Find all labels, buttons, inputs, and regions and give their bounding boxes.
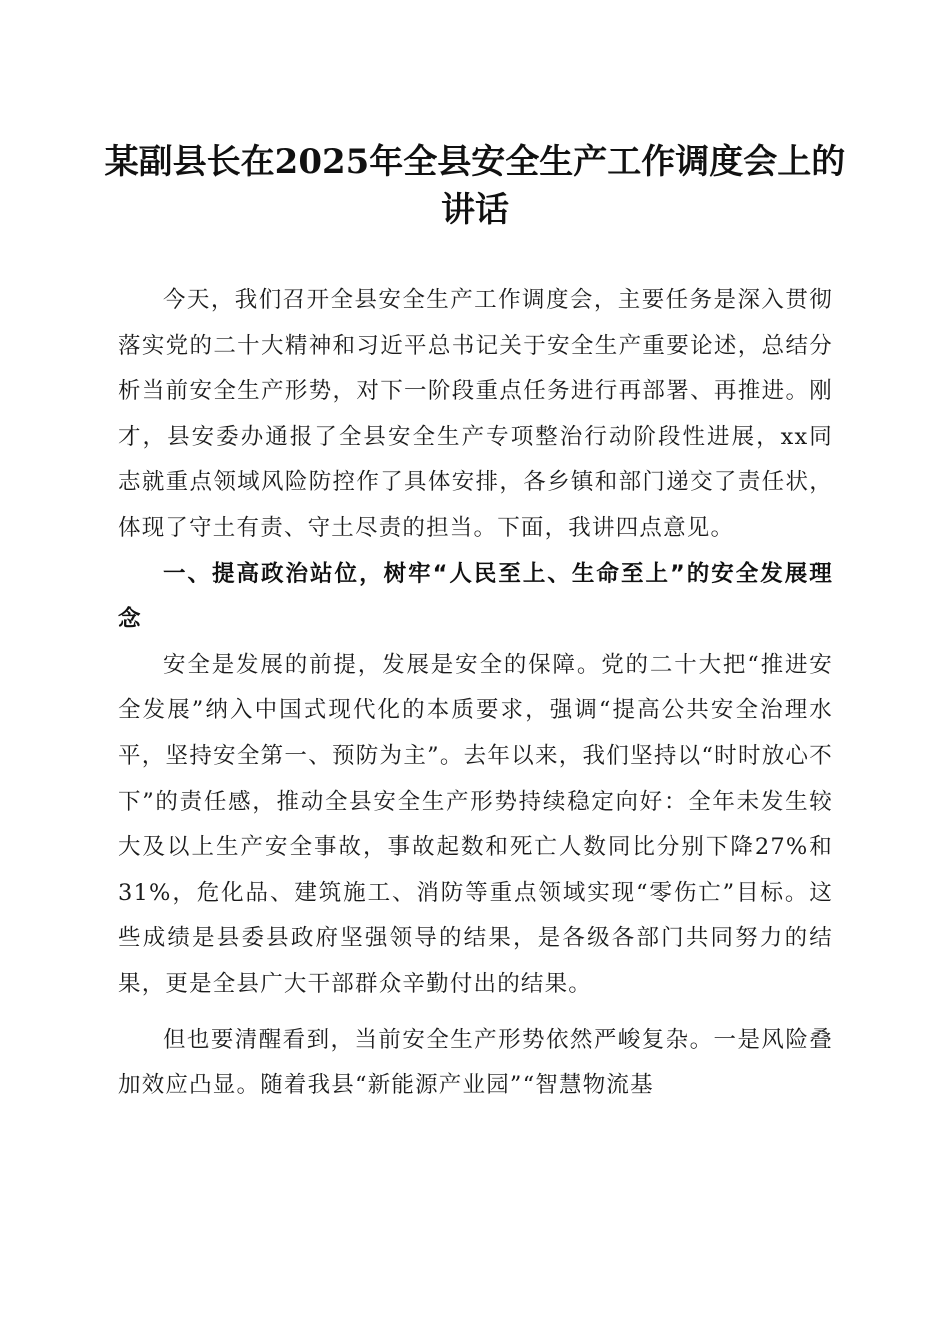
section-1-paragraph-2: 但也要清醒看到，当前安全生产形势依然严峻复杂。一是风险叠加效应凸显。随着我县“新能源产业园”“智慧物流基	[118, 1026, 833, 1099]
intro-paragraph: 今天，我们召开全县安全生产工作调度会，主要任务是深入贯彻落实党的二十大精神和习近平总书记关于安全生产重要论述，总结分析当前安全生产形势，对下一阶段重点任务进行再部署、再推进。刚才，县安委办通报了全县安全生产专项整治行动阶段性进展，xx同志就重点领域风险防控作了具体安排，各乡镇和部门递交了责任状，体现了守土有责、守土尽责的担当。下面，我讲四点意见。	[118, 287, 833, 541]
section-1-paragraph-1: 安全是发展的前提，发展是安全的保障。党的二十大把“推进安全发展”纳入中国式现代化的本质要求，强调“提高公共安全治理水平，坚持安全第一、预防为主”。去年以来，我们坚持以“时时放心不下”的责任感，推动全县安全生产形势持续稳定向好：全年未发生较大及以上生产安全事故，事故起数和死亡人数同比分别下降27%和31%，危化品、建筑施工、消防等重点领域实现“零伤亡”目标。这些成绩是县委县政府坚强领导的结果，是各级各部门共同努力的结果，更是全县广大干部群众辛勤付出的结果。	[118, 651, 833, 997]
document-body	[118, 278, 833, 1109]
section-heading-1: 一、提高政治站位，树牢“人民至上、生命至上”的安全发展理念	[118, 560, 833, 633]
document-title: 某副县长在2025年全县安全生产工作调度会上的讲话	[104, 142, 846, 230]
